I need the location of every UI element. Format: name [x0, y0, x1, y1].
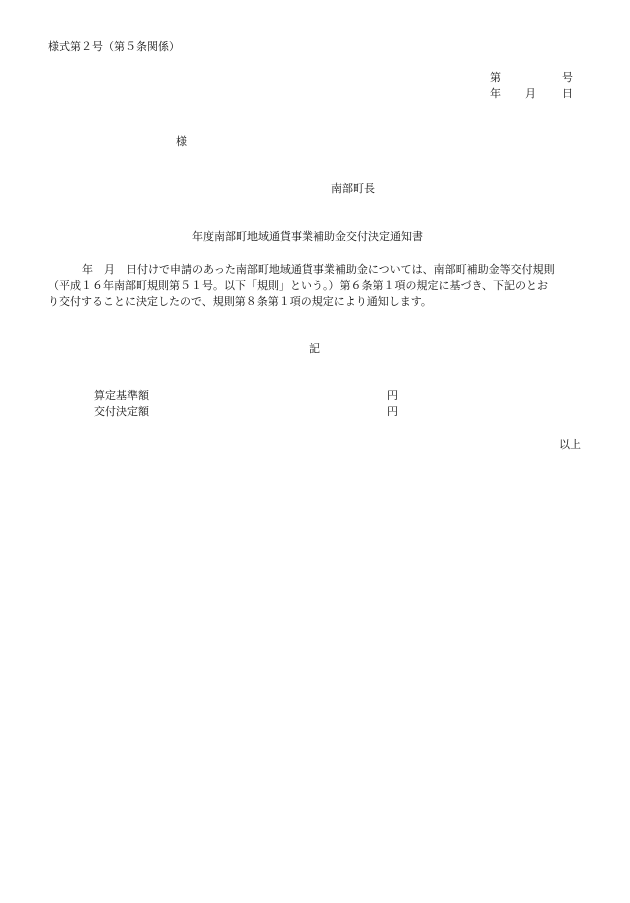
amount-row-unit: 円: [387, 389, 398, 402]
document-number-suffix: 号: [562, 71, 573, 84]
amount-row-unit: 円: [387, 405, 398, 418]
recipient-honorific: 様: [176, 135, 187, 148]
form-number-label: 様式第２号（第５条関係）: [48, 40, 180, 53]
issuer-name: 南部町長: [331, 182, 375, 195]
closing-remark: 以上: [559, 438, 581, 451]
body-line: （平成１６年南部町規則第５１号。以下「規則」という。）第６条第１項の規定に基づき、下記のとお: [48, 279, 549, 292]
body-line: り交付することに決定したので、規則第８条第１項の規定により通知します。: [48, 295, 432, 308]
ki-heading: 記: [309, 342, 320, 355]
amount-row-label: 交付決定額: [94, 405, 149, 418]
body-line: 年 月 日付けで申請のあった南部町地域通貨事業補助金については、南部町補助金等交付規則: [82, 263, 555, 276]
date-day-label: 日: [562, 87, 573, 100]
document-title: 年度南部町地域通貨事業補助金交付決定通知書: [192, 230, 423, 243]
amount-row-label: 算定基準額: [94, 389, 149, 402]
date-year-label: 年: [490, 87, 501, 100]
document-number-prefix: 第: [490, 71, 501, 84]
date-month-label: 月: [525, 87, 536, 100]
